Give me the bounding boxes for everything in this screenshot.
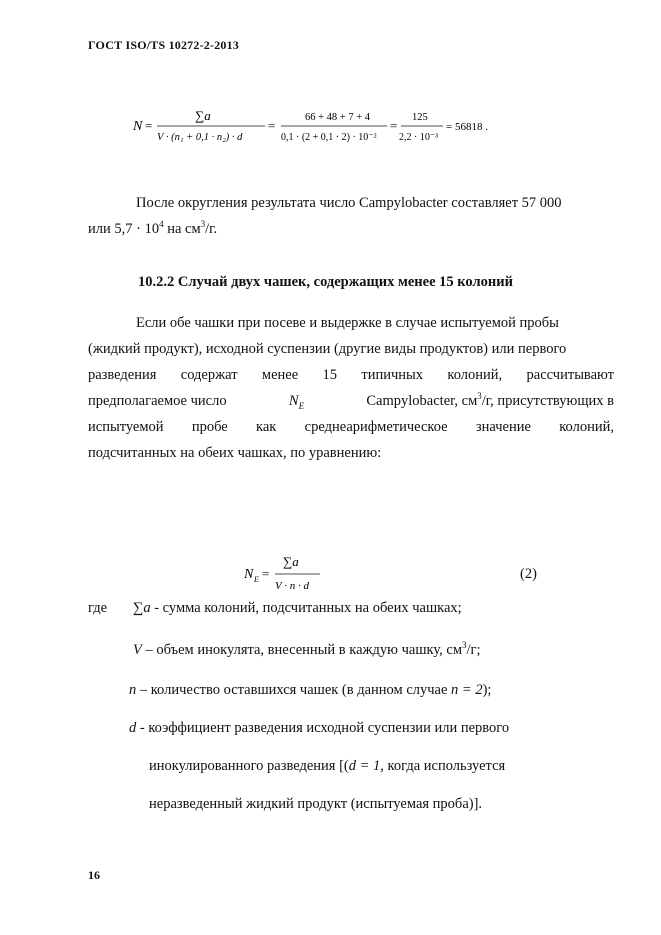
formula-1 [125,100,525,150]
paragraph-two-plates-line-1: Если обе чашки при посеве и выдержке в случае испытуемой пробы [136,315,559,331]
paragraph-two-plates-line-3: разведения содержат менее 15 типичных колоний, рассчитывают [88,367,614,383]
formula-1-den2: 0,1 · (2 + 0,1 · 2) · 10⁻² [281,132,377,143]
formula-1-num3: 125 [412,112,428,123]
paragraph-two-plates-line-2: (жидкий продукт), исходной суспензии (другие виды продуктов) или первого [88,341,567,357]
formula-1-eq: = [145,118,153,133]
formula-2-eq: = [262,566,270,581]
where-label: где [88,600,108,616]
page-number: 16 [88,868,100,882]
paragraph-rounding [88,190,614,216]
formula-1-den1: V · (n₁ + 0,1 · n₂) · d [157,132,243,143]
formula-1-eq3: = [390,118,398,133]
formula-1-num1: ∑a [195,108,211,123]
formula-2-lhs: N [244,567,254,582]
paragraph-two-plates-line-6: подсчитанных на обеих чашках, по уравнению: [88,445,382,461]
formula-2-den: V · n · d [275,580,310,592]
definition-dilution-line-2: инокулированного разведения [(d = 1, когда используется [149,758,506,774]
paragraph-two-plates-line-4: предполагаемое число $N_E$ Campylobacter, $см^3/г$, присутствующих в [88,391,614,411]
document-header: ГОСТ ISO/TS 10272-2-2013 [88,38,239,52]
formula-2 [238,550,358,600]
paragraph-two-plates-line-5: испытуемой пробе как среднеарифметическое значение колоний, [88,419,614,435]
equation-number: (2) [520,566,537,582]
formula-2-lhs-sub: E [254,575,259,584]
definition-volume: V – объем инокулята, внесенный в каждую чашку, $см^3/г$; [133,640,481,658]
formula-1-eq2: = [268,118,276,133]
paragraph-two-plates [88,310,614,336]
definition-dilution: d - коэффициент разведения исходной суспензии или первого [129,720,510,736]
formula-1-den3: 2,2 · 10⁻³ [399,132,439,143]
formula-1-lhs: N [133,119,143,134]
formula-1-num2: 66 + 48 + 7 + 4 [305,112,371,123]
paragraph-rounding-line-2: или $5,7 \cdot 10^4$ на $см^3/г$. [88,219,218,237]
paragraph-rounding-line-1: После округления результата число Campylobacter составляет 57 000 [136,195,562,211]
definition-count: n – количество оставшихся чашек (в данном случае n = 2); [129,682,492,698]
section-heading: 10.2.2 Случай двух чашек, содержащих менее 15 колоний [138,274,513,290]
definition-dilution-line-3: неразведенный жидкий продукт (испытуемая проба)]. [149,796,483,812]
formula-1-result: = 56818 . [446,121,488,133]
formula-2-num: ∑a [283,554,299,569]
definition-sum: ∑a - сумма колоний, подсчитанных на обеих чашках; [133,600,462,616]
